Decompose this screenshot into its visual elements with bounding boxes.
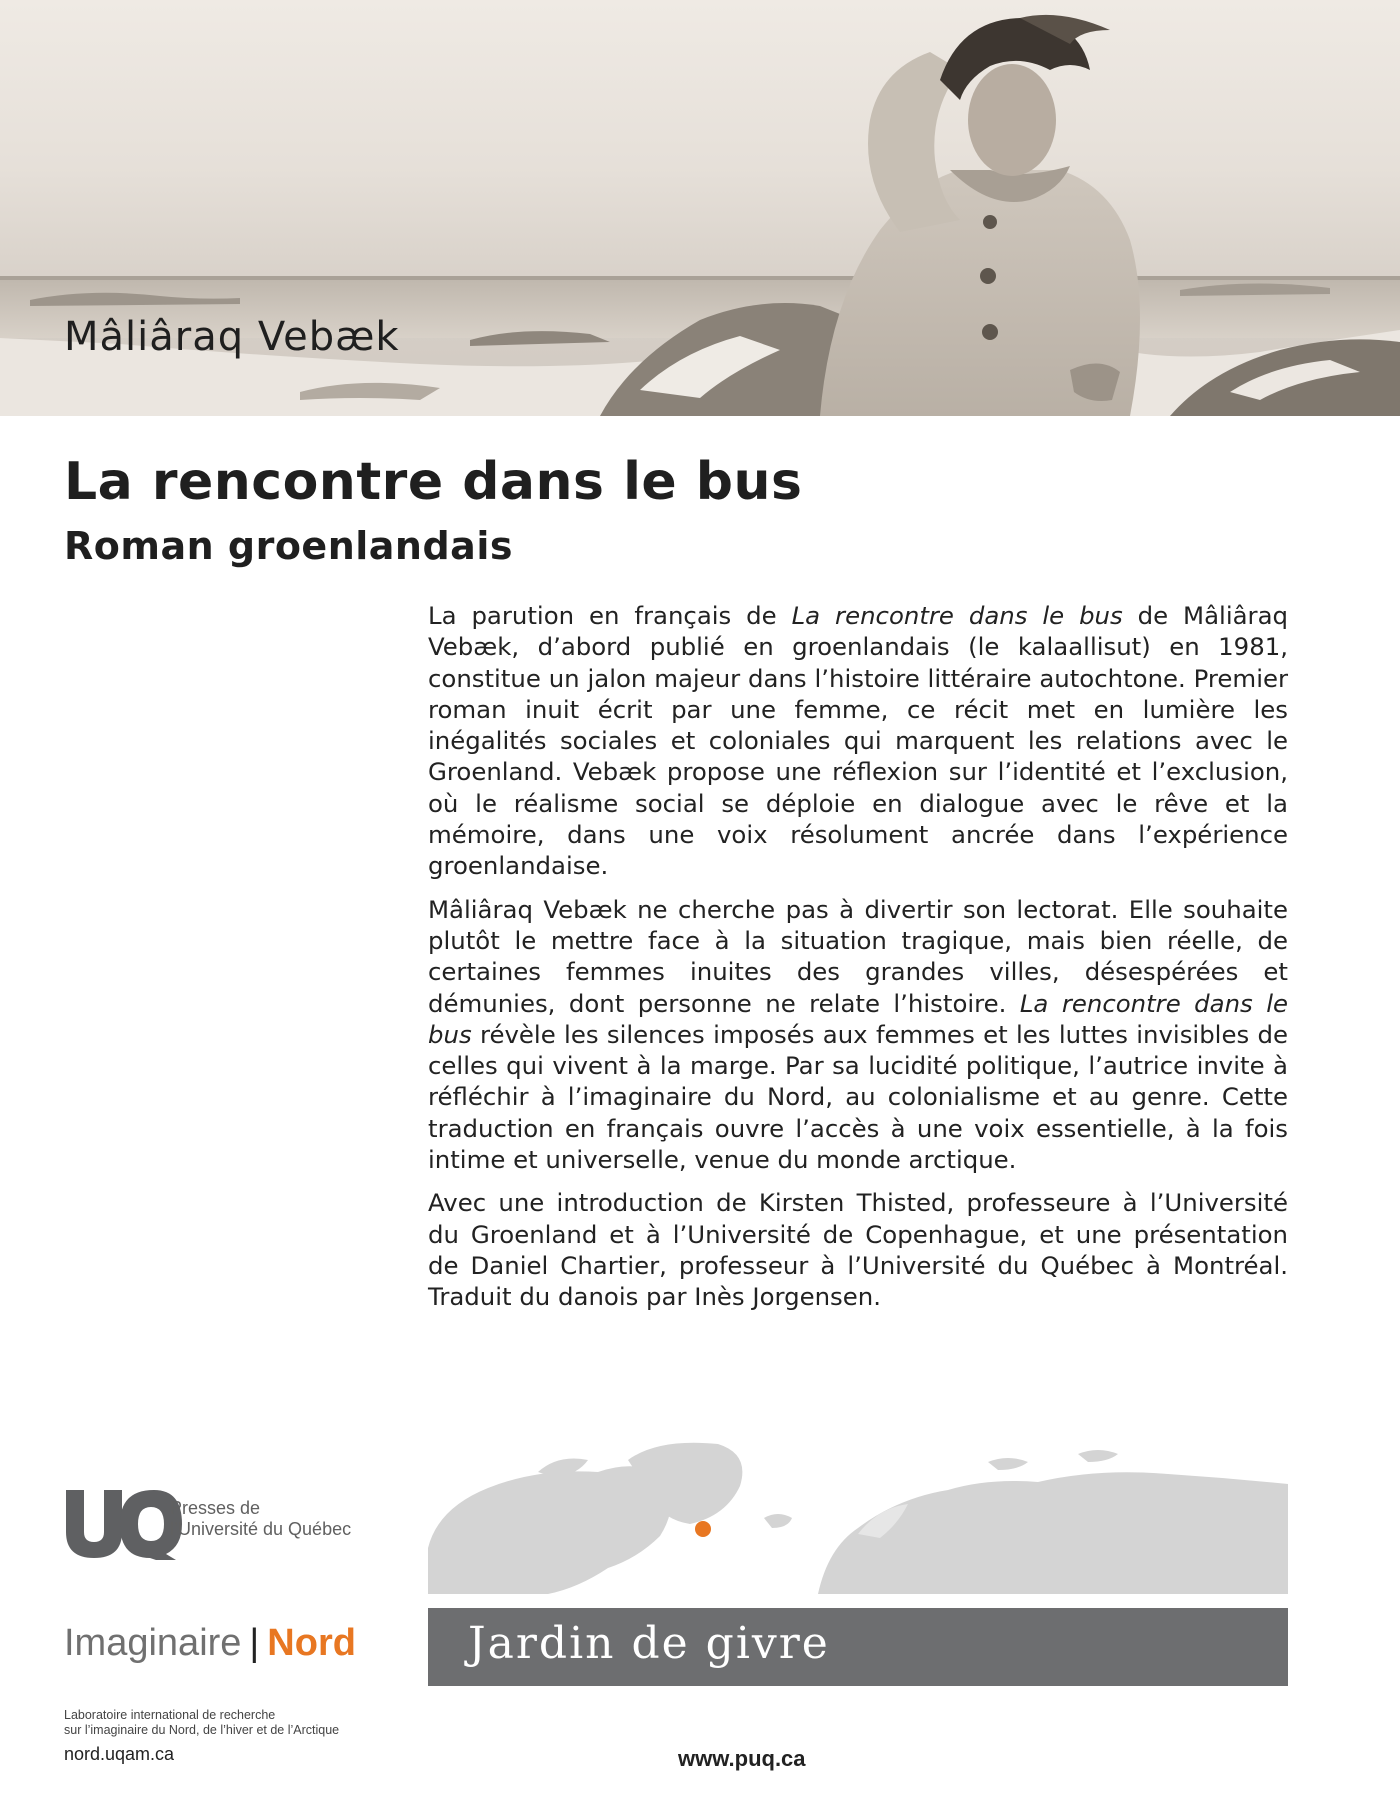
p1-title-italic: La rencontre dans le bus (791, 601, 1123, 630)
p1-text-b: de Mâliâraq Vebæk, d’abord publié en groenlandais (le kalaallisut) en 1981, constitue un jalon majeur dans l’histoire littéraire autochtone. Premier roman inuit écrit par une femme, ce récit met en lumière les inégalités sociales et coloniales qui marquent les relations avec le Groenland. Vebæk propose une réflexion sur l’identité et l’exclusion, où le réalisme social se déploie en dialogue avec le rêve et la mémoire, dans une voix résolument ancrée dans l’expérience groenlandaise. (428, 601, 1288, 881)
book-description (428, 600, 1288, 1325)
book-subtitle: Roman groenlandais (64, 524, 513, 568)
series-name: Jardin de givre (468, 1618, 830, 1669)
lab-name-separator: | (249, 1622, 260, 1664)
description-paragraph-1 (428, 600, 1288, 882)
publisher-url-link[interactable]: www.puq.ca (678, 1746, 806, 1771)
p2-title-italic: La rencontre dans le bus (428, 988, 1288, 1049)
book-title: La rencontre dans le bus (64, 452, 803, 512)
p2-text-b: révèle les silences imposés aux femmes et les luttes invisibles de celles qui vivent à la marge. Par sa lucidité politique, l’autrice invite à réfléchir à l’imaginaire du Nord, au colonialisme et au genre. Cette traduction en français ouvre l’accès à une voix essentielle, à la fois intime et universelle, venue du monde arctique. (428, 1019, 1288, 1175)
publisher-name (170, 1498, 351, 1540)
description-paragraph-3: Avec une introduction de Kirsten Thisted, professeure à l’Université du Groenland et à l’Université de Copenhague, et une présentation de Daniel Chartier, professeur à l’Université du Québec à Montréal. Traduit du danois par Inès Jorgensen. (428, 1188, 1288, 1312)
p2-text-a: Mâliâraq Vebæk ne cherche pas à divertir son lectorat. Elle souhaite plutôt le mettre face à la situation tragique, mais bien réelle, de certaines femmes inuites des grandes villes, désespérées et démunies, dont personne ne relate l’histoire. (428, 894, 1288, 1018)
uq-logo-icon (64, 1488, 184, 1560)
p1-text-a: La parution en français de (428, 601, 792, 630)
lab-description (64, 1708, 339, 1738)
location-dot (695, 1521, 711, 1537)
series-banner (428, 1608, 1288, 1686)
lab-description-line-1: Laboratoire international de recherche (64, 1708, 276, 1722)
lab-url-link[interactable]: nord.uqam.ca (64, 1744, 175, 1764)
publisher-line-1: Presses de (170, 1498, 261, 1518)
lab-description-line-2: sur l’imaginaire du Nord, de l’hiver et de l’Arctique (64, 1723, 340, 1737)
publisher-line-2: l’Université du Québec (170, 1519, 352, 1539)
imaginaire-nord-logo (64, 1622, 356, 1665)
description-paragraph-2 (428, 894, 1288, 1176)
world-map-illustration (428, 1438, 1288, 1594)
lab-name-nord: Nord (267, 1622, 356, 1664)
author-name: Mâliâraq Vebæk (64, 314, 400, 360)
lab-name-imaginaire: Imaginaire (64, 1622, 242, 1664)
header-photo (0, 0, 1400, 416)
